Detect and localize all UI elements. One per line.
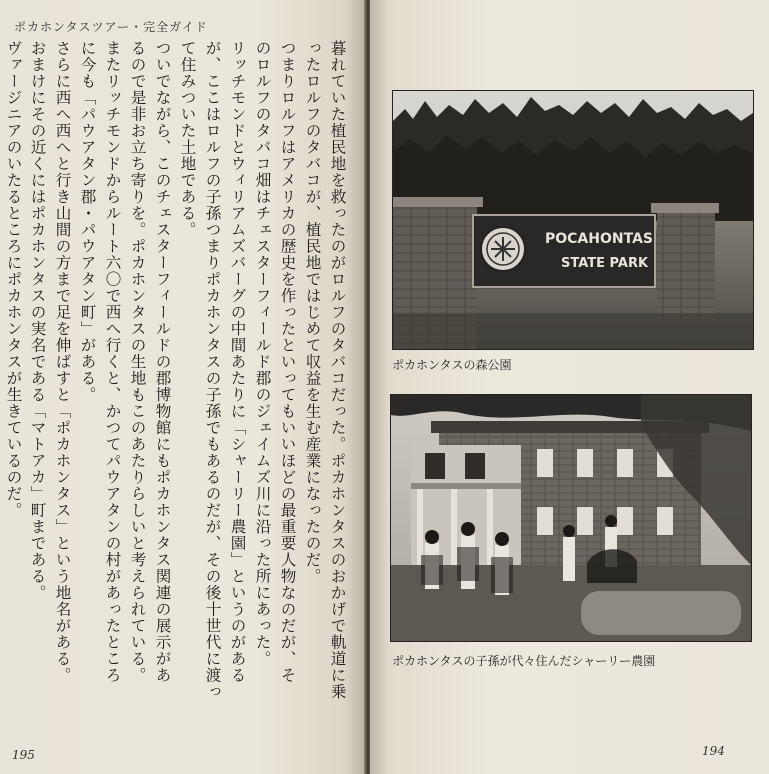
text-line: リッチモンドとウィリアムズバーグの中間あたりに「シャーリー農園」というのがある	[228, 40, 247, 684]
page-number: 195	[12, 748, 35, 762]
text-line: つまりロルフはアメリカの歴史を作ったといってもいいほどの最重要人物なのだが、そ	[278, 40, 297, 684]
text-line: またリッチモンドからルート六〇で西へ行くと、かつてパウアタンの村があったところ	[103, 40, 122, 684]
shirley-plantation-photo	[390, 394, 752, 642]
text-line: おまけにその近くにはポカホンタスの実名である「マトアカ」町まである。	[28, 40, 47, 601]
sign-line-1: POCAHONTAS	[545, 231, 653, 247]
photo-caption: ポカホンタスの子孫が代々住んだシャーリー農園	[392, 654, 656, 668]
text-line: 暮れていた植民地を救ったのがロルフのタバコだった。ポカホンタスのおかげで軌道に乗	[328, 40, 347, 700]
state-park-photo	[392, 90, 754, 350]
text-line: て住みついた土地である。	[178, 40, 197, 238]
right-page	[370, 0, 769, 774]
photo-caption: ポカホンタスの森公園	[392, 358, 512, 372]
text-line: ヴァージニアのいたるところにポカホンタスが生きているのだ。	[4, 40, 23, 519]
text-line: ったロルフのタバコが、植民地ではじめて収益を生む産業になったのだ。	[303, 40, 322, 585]
running-head: ポカホンタスツアー・完全ガイド	[14, 20, 208, 34]
text-line: ついでながら、このチェスターフィールドの郡博物館にもポカホンタス関連の展示があ	[153, 40, 172, 684]
text-line: のロルフのタバコ畑はチェスターフィールド郡のジェイムズ川に沿った所にあった。	[253, 40, 272, 667]
text-line: さらに西へ西へと行き山間の方まで足を伸ばすと「ポカホンタス」という地名がある。	[53, 40, 72, 684]
text-line: るので是非お立ち寄りを。ポカホンタスの生地もこのあたりらしいと考えられている。	[128, 40, 147, 684]
sign-line-2: STATE PARK	[561, 256, 649, 271]
text-line: が、ここはロルフの子孫つまりポカホンタスの子孫でもあるのだが、その後十世代に渡っ	[203, 40, 222, 700]
text-line: に今も「パウアタン郡・パウアタン町」がある。	[78, 40, 97, 403]
vertical-text-body	[0, 0, 366, 774]
page-number: 194	[702, 744, 725, 758]
left-page	[0, 0, 366, 774]
